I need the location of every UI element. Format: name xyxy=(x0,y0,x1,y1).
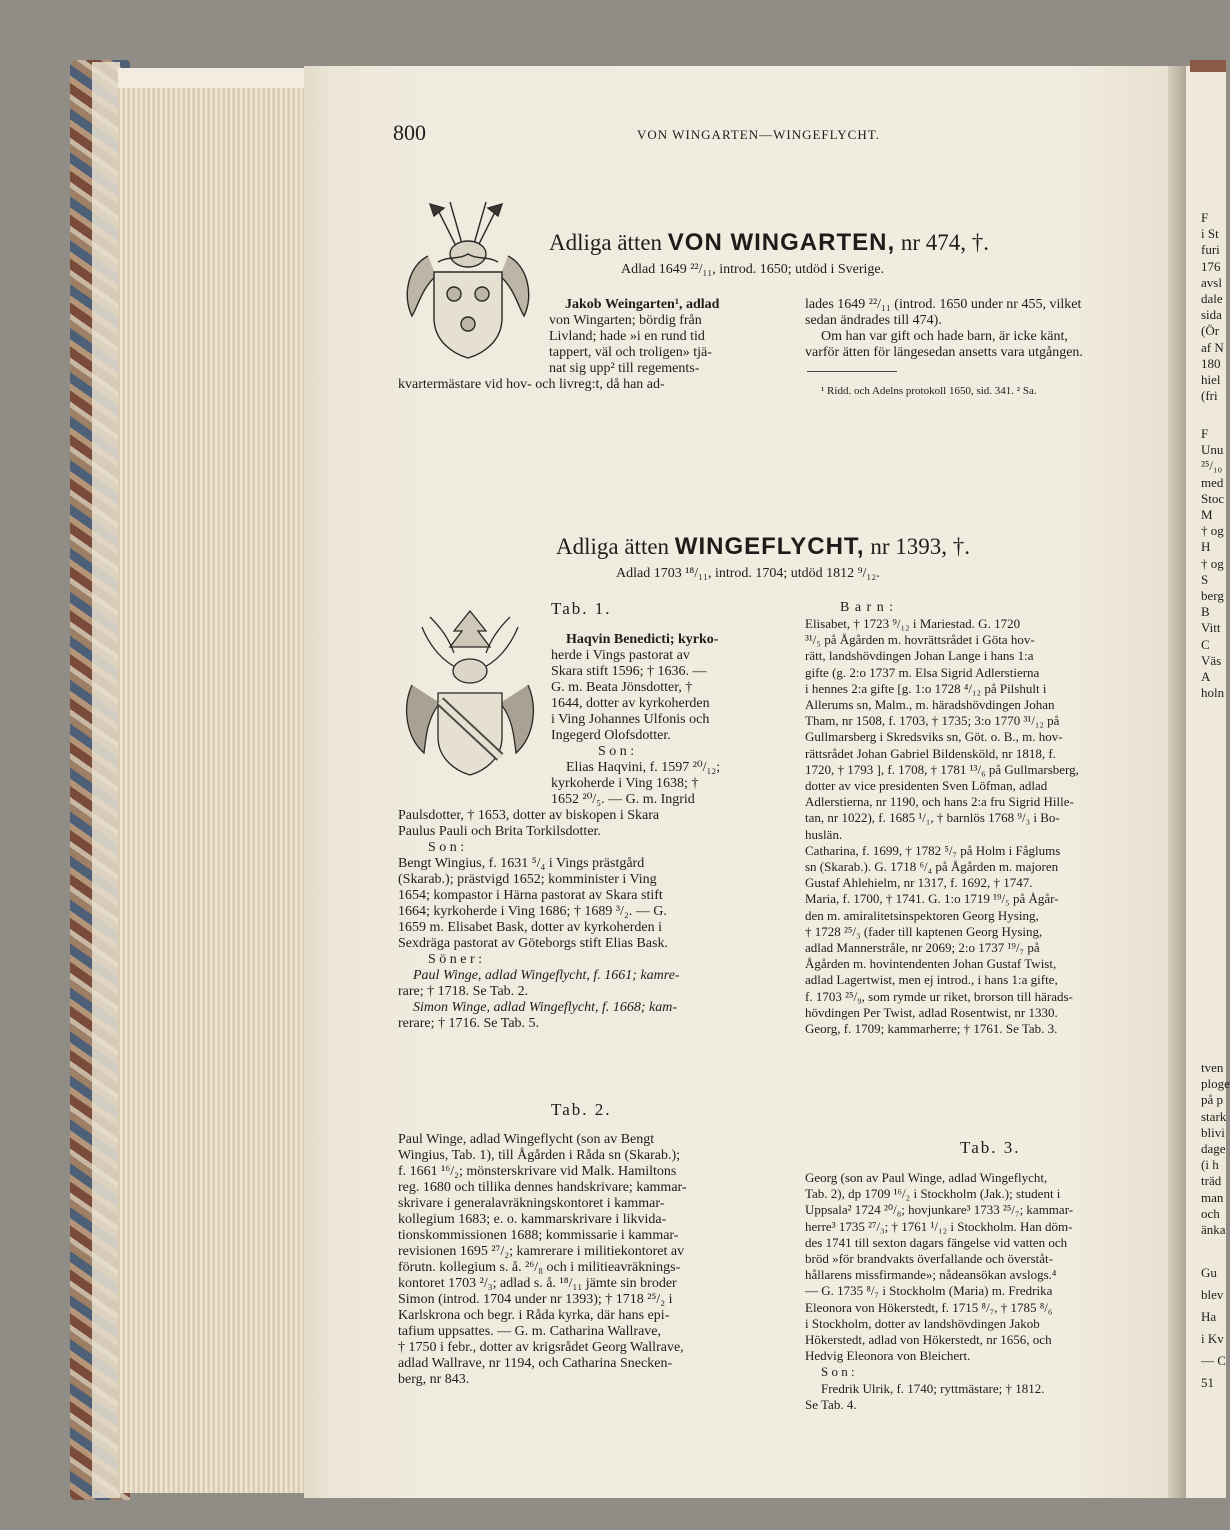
body-line: kollegium 1683; e. o. kammarskrivare i likvida- xyxy=(398,1212,667,1227)
body-line: adlad Wallrave, nr 1194, och Catharina Snecken- xyxy=(398,1356,673,1371)
body-line: huslän. xyxy=(805,826,843,842)
body-line: Tham, nr 1508, f. 1703, † 1735; 3:o 1770 ³¹/₁₂ på xyxy=(805,713,1060,729)
body-line: rätt, landshövdingen Johan Lange i hans 1:a xyxy=(805,648,1034,664)
body-line: Ingegerd Olofsdotter. xyxy=(551,728,671,743)
body-line: i hennes 2:a gifte [g. 1:o 1728 ⁴/₁₂ på Pilshult i xyxy=(805,680,1047,696)
body-line: † 1728 ²⁵/₃ (fader till kaptenen Georg Hysing, xyxy=(805,923,1043,939)
body-line: Georg (son av Paul Winge, adlad Wingeflycht, xyxy=(805,1170,1048,1185)
body-line: sedan ändrades till 474). xyxy=(805,313,942,328)
body-line: gifte (g. 2:o 1737 m. Elsa Sigrid Adlerstierna xyxy=(805,664,1040,680)
body-line: Simon (introd. 1704 under nr 1393); † 1718 ²⁵/₂ i xyxy=(398,1292,673,1307)
body-line: Hökerstedt, adlad von Hökerstedt, nr 1656, och xyxy=(805,1332,1052,1348)
body-line: Fredrik Ulrik, f. 1740; ryttmästare; † 1812. xyxy=(821,1380,1045,1396)
body-line: Eleonora von Hökerstedt, f. 1715 ⁸/₇, † 1785 ⁸/₆ xyxy=(805,1299,1053,1315)
body-line: tionskommissionen 1688; kommissarie i kammar- xyxy=(398,1228,679,1243)
body-line: Tab. 2), dp 1709 ¹⁶/₂ i Stockholm (Jak.); student i xyxy=(805,1186,1061,1202)
body-line: Se Tab. 4. xyxy=(805,1396,857,1412)
body-line: ³¹/₅ på Ågården m. hovrättsrådet i Göta hov- xyxy=(805,632,1035,648)
body-line: hövdingen Per Twist, adlad Rosentwist, nr 1330. xyxy=(805,1004,1058,1020)
body-line: lades 1649 ²²/₁₁ (introd. 1650 under nr 455, vilket xyxy=(805,297,1082,312)
facing-line: dale xyxy=(1201,291,1223,307)
body-line: Paulus Pauli och Brita Torkilsdotter. xyxy=(398,824,601,839)
running-head: VON WINGARTEN—WINGEFLYCHT. xyxy=(637,127,880,142)
section-label: S o n : xyxy=(598,744,635,759)
facing-line: och xyxy=(1201,1205,1220,1221)
body-line: reg. 1680 och tillika dennes handskrivare; kammar- xyxy=(398,1180,687,1195)
facing-line: S xyxy=(1201,571,1209,587)
body-line: Karlskrona och begr. i Råda kyrka, där hans epi- xyxy=(398,1308,670,1323)
facing-line: furi xyxy=(1201,242,1220,258)
facing-line: C xyxy=(1201,636,1210,652)
facing-line: berg xyxy=(1201,588,1224,604)
body-line: i Stockholm, dotter av landshövdingen Jakob xyxy=(805,1315,1040,1331)
coat-of-arms-wingeflycht-icon xyxy=(400,607,540,777)
body-line: nat sig upp² till regements- xyxy=(549,361,700,376)
facing-line: Unu xyxy=(1201,442,1224,458)
tab-2-heading: Tab. 2. xyxy=(551,1100,612,1119)
barn-column xyxy=(805,616,1079,1037)
body-line: Elisabet, † 1723 ⁹/₁₂ i Mariestad. G. 1720 xyxy=(805,616,1021,631)
binding-edge xyxy=(1190,60,1226,72)
facing-line: Gu xyxy=(1201,1265,1217,1280)
facing-line: A xyxy=(1201,669,1211,685)
body-line: adlad Lagertwist, men ej introd., i hans 1:a gifte, xyxy=(805,972,1058,988)
facing-line: † og xyxy=(1201,523,1224,539)
facing-line: 51 xyxy=(1201,1375,1214,1390)
body-line: Elias Haqvini, f. 1597 ²⁰/₁₂; xyxy=(566,760,721,775)
body-line: rättsrådet Johan Gabriel Bildensköld, nr 1818, f. xyxy=(805,745,1056,761)
body-line: varför ätten för längesedan ansetts vara utgången. xyxy=(805,345,1083,360)
title-prefix: Adliga ätten xyxy=(556,534,670,559)
body-line: rerare; † 1716. Se Tab. 5. xyxy=(398,1016,540,1031)
facing-line: hiel xyxy=(1201,372,1221,388)
facing-line: på p xyxy=(1201,1092,1224,1108)
body-line: 1664; kyrkoherde i Ving 1686; † 1689 ³/₂. — G. xyxy=(398,904,667,919)
facing-line: Vitt xyxy=(1201,620,1221,636)
facing-line: ²⁵/₁₀ xyxy=(1201,458,1223,474)
body-line: Uppsala² 1724 ²⁰/₈; hovjunkare³ 1733 ²⁵/₇; kammar- xyxy=(805,1202,1074,1218)
body-line: 1654; kompastor i Härna pastorat av Skara stift xyxy=(398,888,663,903)
body-line: Paul Winge, adlad Wingeflycht, f. 1661; kamre- xyxy=(413,968,680,983)
body-line: revisionen 1695 ²⁷/₂; kamrerare i militiekontoret av xyxy=(398,1244,685,1259)
title-name: WINGEFLYCHT, xyxy=(674,533,865,560)
facing-line: F xyxy=(1201,426,1209,441)
facing-line: Väs xyxy=(1201,652,1222,668)
body-line: den m. amiralitetsinspektoren Georg Hysing, xyxy=(805,907,1039,923)
facing-line: träd xyxy=(1201,1173,1222,1189)
body-line: Adlerstierna, nr 1190, och hans 2:a fru Sigrid Hille- xyxy=(805,794,1074,810)
facing-line: holn xyxy=(1201,685,1225,701)
body-line: Georg, f. 1709; kammarherre; † 1761. Se Tab. 3. xyxy=(805,1021,1058,1037)
body-line: Gullmarsberg i Skredsviks sn, Göt. o. B., m. hov- xyxy=(805,729,1063,745)
body-line: von Wingarten; bördig från xyxy=(549,313,702,328)
family-subtitle: Adlad 1703 ¹⁸/₁₁, introd. 1704; utdöd 1812 ⁹/₁₂. xyxy=(616,566,880,581)
body-line: herde i Vings pastorat av xyxy=(551,648,690,663)
body-line: (Skarab.); prästvigd 1652; komminister i Ving xyxy=(398,872,657,887)
section-label: S ö n e r : xyxy=(428,952,483,967)
body-line: 1659 m. Elisabet Bask, dotter av kyrkoherden i xyxy=(398,920,662,935)
body-line: Haqvin Benedicti; kyrko- xyxy=(566,632,719,647)
facing-page-text-4 xyxy=(1201,1262,1226,1394)
facing-line: af N xyxy=(1201,339,1224,355)
facing-line: man xyxy=(1201,1189,1224,1205)
body-line: Wingius, Tab. 1), till Ågården i Råda sn (Skarab.); xyxy=(398,1148,681,1163)
body-line: kvartermästare vid hov- och livreg:t, då han ad- xyxy=(398,377,665,392)
body-line: Skara stift 1596; † 1636. — xyxy=(551,664,707,679)
facing-line: i St xyxy=(1201,226,1219,242)
body-line: Maria, f. 1700, † 1741. G. 1:o 1719 ¹⁹/₅ på Ågår- xyxy=(805,891,1059,907)
body-line: i Ving Johannes Ulfonis och xyxy=(551,712,710,727)
body-line: des 1741 till sexton dagars fängelse vid vatten och xyxy=(805,1234,1068,1250)
footnote: ¹ Ridd. och Adelns protokoll 1650, sid. 341. ² Sa. xyxy=(821,385,1037,397)
body-line: † 1750 i febr., dotter av krigsrådet Georg Wallrave, xyxy=(398,1340,684,1355)
body-line: f. 1661 ¹⁶/₂; mönsterskrivare vid Malk. Hamiltons xyxy=(398,1164,677,1179)
body-line: sn (Skarab.). G. 1718 ⁶/₄ på Ågården m. majoren xyxy=(805,859,1059,875)
title-name: VON WINGARTEN, xyxy=(667,229,896,256)
facing-line: † og xyxy=(1201,555,1224,571)
body-line: rare; † 1718. Se Tab. 2. xyxy=(398,984,529,999)
body-line: hållarens missfirmande»; nådeansökan avslogs.⁴ xyxy=(805,1267,1057,1283)
title-suffix: nr 474, †. xyxy=(900,230,990,255)
facing-line: tven xyxy=(1201,1060,1224,1075)
body-line: bröd »för brandvakts överfallande och överståt- xyxy=(805,1251,1053,1267)
footnote-rule xyxy=(807,371,897,372)
facing-line: H xyxy=(1201,539,1211,555)
body-line: skrivare i generalavräkningskontoret i kammar- xyxy=(398,1196,665,1211)
facing-line: stark xyxy=(1201,1108,1227,1124)
body-line: tappert, väl och troligen» tjä- xyxy=(549,345,712,360)
facing-page-text-1 xyxy=(1201,210,1224,404)
body-line: Simon Winge, adlad Wingeflycht, f. 1668; kam- xyxy=(413,1000,678,1015)
facing-line: blivi xyxy=(1201,1124,1225,1140)
body-line: kontoret 1703 ²/₃; adlad s. å. ¹⁸/₁₁ jämte sin broder xyxy=(398,1276,677,1291)
body-line: Paulsdotter, † 1653, dotter av biskopen i Skara xyxy=(398,808,660,823)
body-line: tan, nr 1022), f. 1685 ¹/₁, † barnlös 1768 ⁹/₃ i Bo- xyxy=(805,810,1060,826)
body-line: — G. 1735 ⁸/₇ i Stockholm (Maria) m. Fredrika xyxy=(805,1283,1053,1299)
body-line: Livland; hade »i en rund tid xyxy=(549,329,705,344)
body-line: berg, nr 843. xyxy=(398,1372,470,1387)
facing-line: 176 xyxy=(1201,258,1221,274)
coat-of-arms-von-wingarten-icon xyxy=(398,196,538,360)
facing-line: M xyxy=(1201,507,1213,523)
body-line: dotter av vice presidenten Sven Löfman, adlad xyxy=(805,778,1048,794)
facing-page-text-2 xyxy=(1201,426,1224,701)
body-line: 1644, dotter av kyrkoherden xyxy=(551,696,710,711)
facing-line: 180 xyxy=(1201,355,1221,371)
facing-line: avsl xyxy=(1201,274,1222,290)
facing-line: Ha xyxy=(1201,1309,1217,1324)
section-label: B a r n : xyxy=(840,600,895,615)
body-line: Om han var gift och hade barn, är icke känt, xyxy=(821,329,1068,344)
body-line: Paul Winge, adlad Wingeflycht (son av Bengt xyxy=(398,1132,655,1147)
facing-line: — C xyxy=(1201,1353,1226,1368)
facing-line: B xyxy=(1201,604,1210,620)
title-prefix: Adliga ätten xyxy=(549,230,663,255)
facing-line: sida xyxy=(1201,307,1222,323)
body-line: Ågården m. hovintendenten Johan Gustaf Twist, xyxy=(805,956,1057,972)
body-line: kyrkoherde i Ving 1638; † xyxy=(551,776,699,791)
family-title-wingeflycht xyxy=(556,533,970,561)
section-label: S o n : xyxy=(428,840,465,855)
body-line xyxy=(566,632,718,648)
tab-3-column xyxy=(805,1170,1073,1413)
body-line: Gustaf Ahlehielm, nr 1317, f. 1692, † 1747. xyxy=(805,875,1033,891)
cover-edge xyxy=(92,62,120,1498)
facing-line: med xyxy=(1201,474,1224,490)
family-title-von-wingarten xyxy=(549,229,989,257)
body-line: adlad Mannerstråle, nr 2069; 2:o 1737 ¹⁹/₇ på xyxy=(805,940,1040,956)
body-line: Catharina, f. 1699, † 1782 ⁵/₇ på Holm i Fåglums xyxy=(805,842,1061,858)
body-line: Allerums sn, Malm., m. häradshövdingen Johan xyxy=(805,697,1055,713)
facing-page-text-3 xyxy=(1201,1060,1230,1238)
body-line: f. 1703 ²⁵/₉, som rymde ur riket, brorson till härads- xyxy=(805,988,1073,1004)
facing-line: (Ör xyxy=(1201,323,1220,339)
facing-line: F xyxy=(1201,210,1209,225)
facing-line: i Kv xyxy=(1201,1331,1224,1346)
body-line: tafium uppsattes. — G. m. Catharina Wallrave, xyxy=(398,1324,661,1339)
body-line: förutn. kollegium s. å. ²⁶/₈ och i militieavräknings- xyxy=(398,1260,681,1275)
body-line: Bengt Wingius, f. 1631 ⁵/₄ i Vings prästgård xyxy=(398,856,645,871)
facing-line: Stoc xyxy=(1201,490,1225,506)
section-label: S o n : xyxy=(821,1364,855,1380)
body-line: 1720, † 1793 ], f. 1708, † 1781 ¹³/₆ på Gullmarsberg, xyxy=(805,761,1079,777)
body-line: Hedvig Eleonora von Bleichert. xyxy=(805,1348,971,1364)
facing-line: (i h xyxy=(1201,1157,1219,1173)
body-line: Sexdräga pastorat av Göteborgs stift Elias Bask. xyxy=(398,936,668,951)
body-line: Jakob Weingarten¹, adlad xyxy=(565,297,720,312)
body-line: 1652 ²⁰/₅. — G. m. Ingrid xyxy=(551,792,695,807)
family-subtitle: Adlad 1649 ²²/₁₁, introd. 1650; utdöd i Sverige. xyxy=(621,262,885,277)
tab-1-heading: Tab. 1. xyxy=(551,599,612,618)
title-suffix: nr 1393, †. xyxy=(870,534,971,559)
body-line: G. m. Beata Jönsdotter, † xyxy=(551,680,693,695)
facing-line: (fri xyxy=(1201,388,1218,404)
facing-line: änka xyxy=(1201,1222,1226,1238)
facing-line: dage xyxy=(1201,1141,1226,1157)
page-block-edges xyxy=(118,68,308,1493)
page-block-top xyxy=(118,68,308,88)
facing-line: ploge xyxy=(1201,1076,1230,1092)
tab-3-heading: Tab. 3. xyxy=(960,1138,1021,1157)
body-line: herre³ 1735 ²⁷/₃; † 1761 ¹/₁₂ i Stockholm. Han döm- xyxy=(805,1218,1073,1234)
page-number: 800 xyxy=(393,120,426,145)
facing-line: blev xyxy=(1201,1287,1224,1302)
